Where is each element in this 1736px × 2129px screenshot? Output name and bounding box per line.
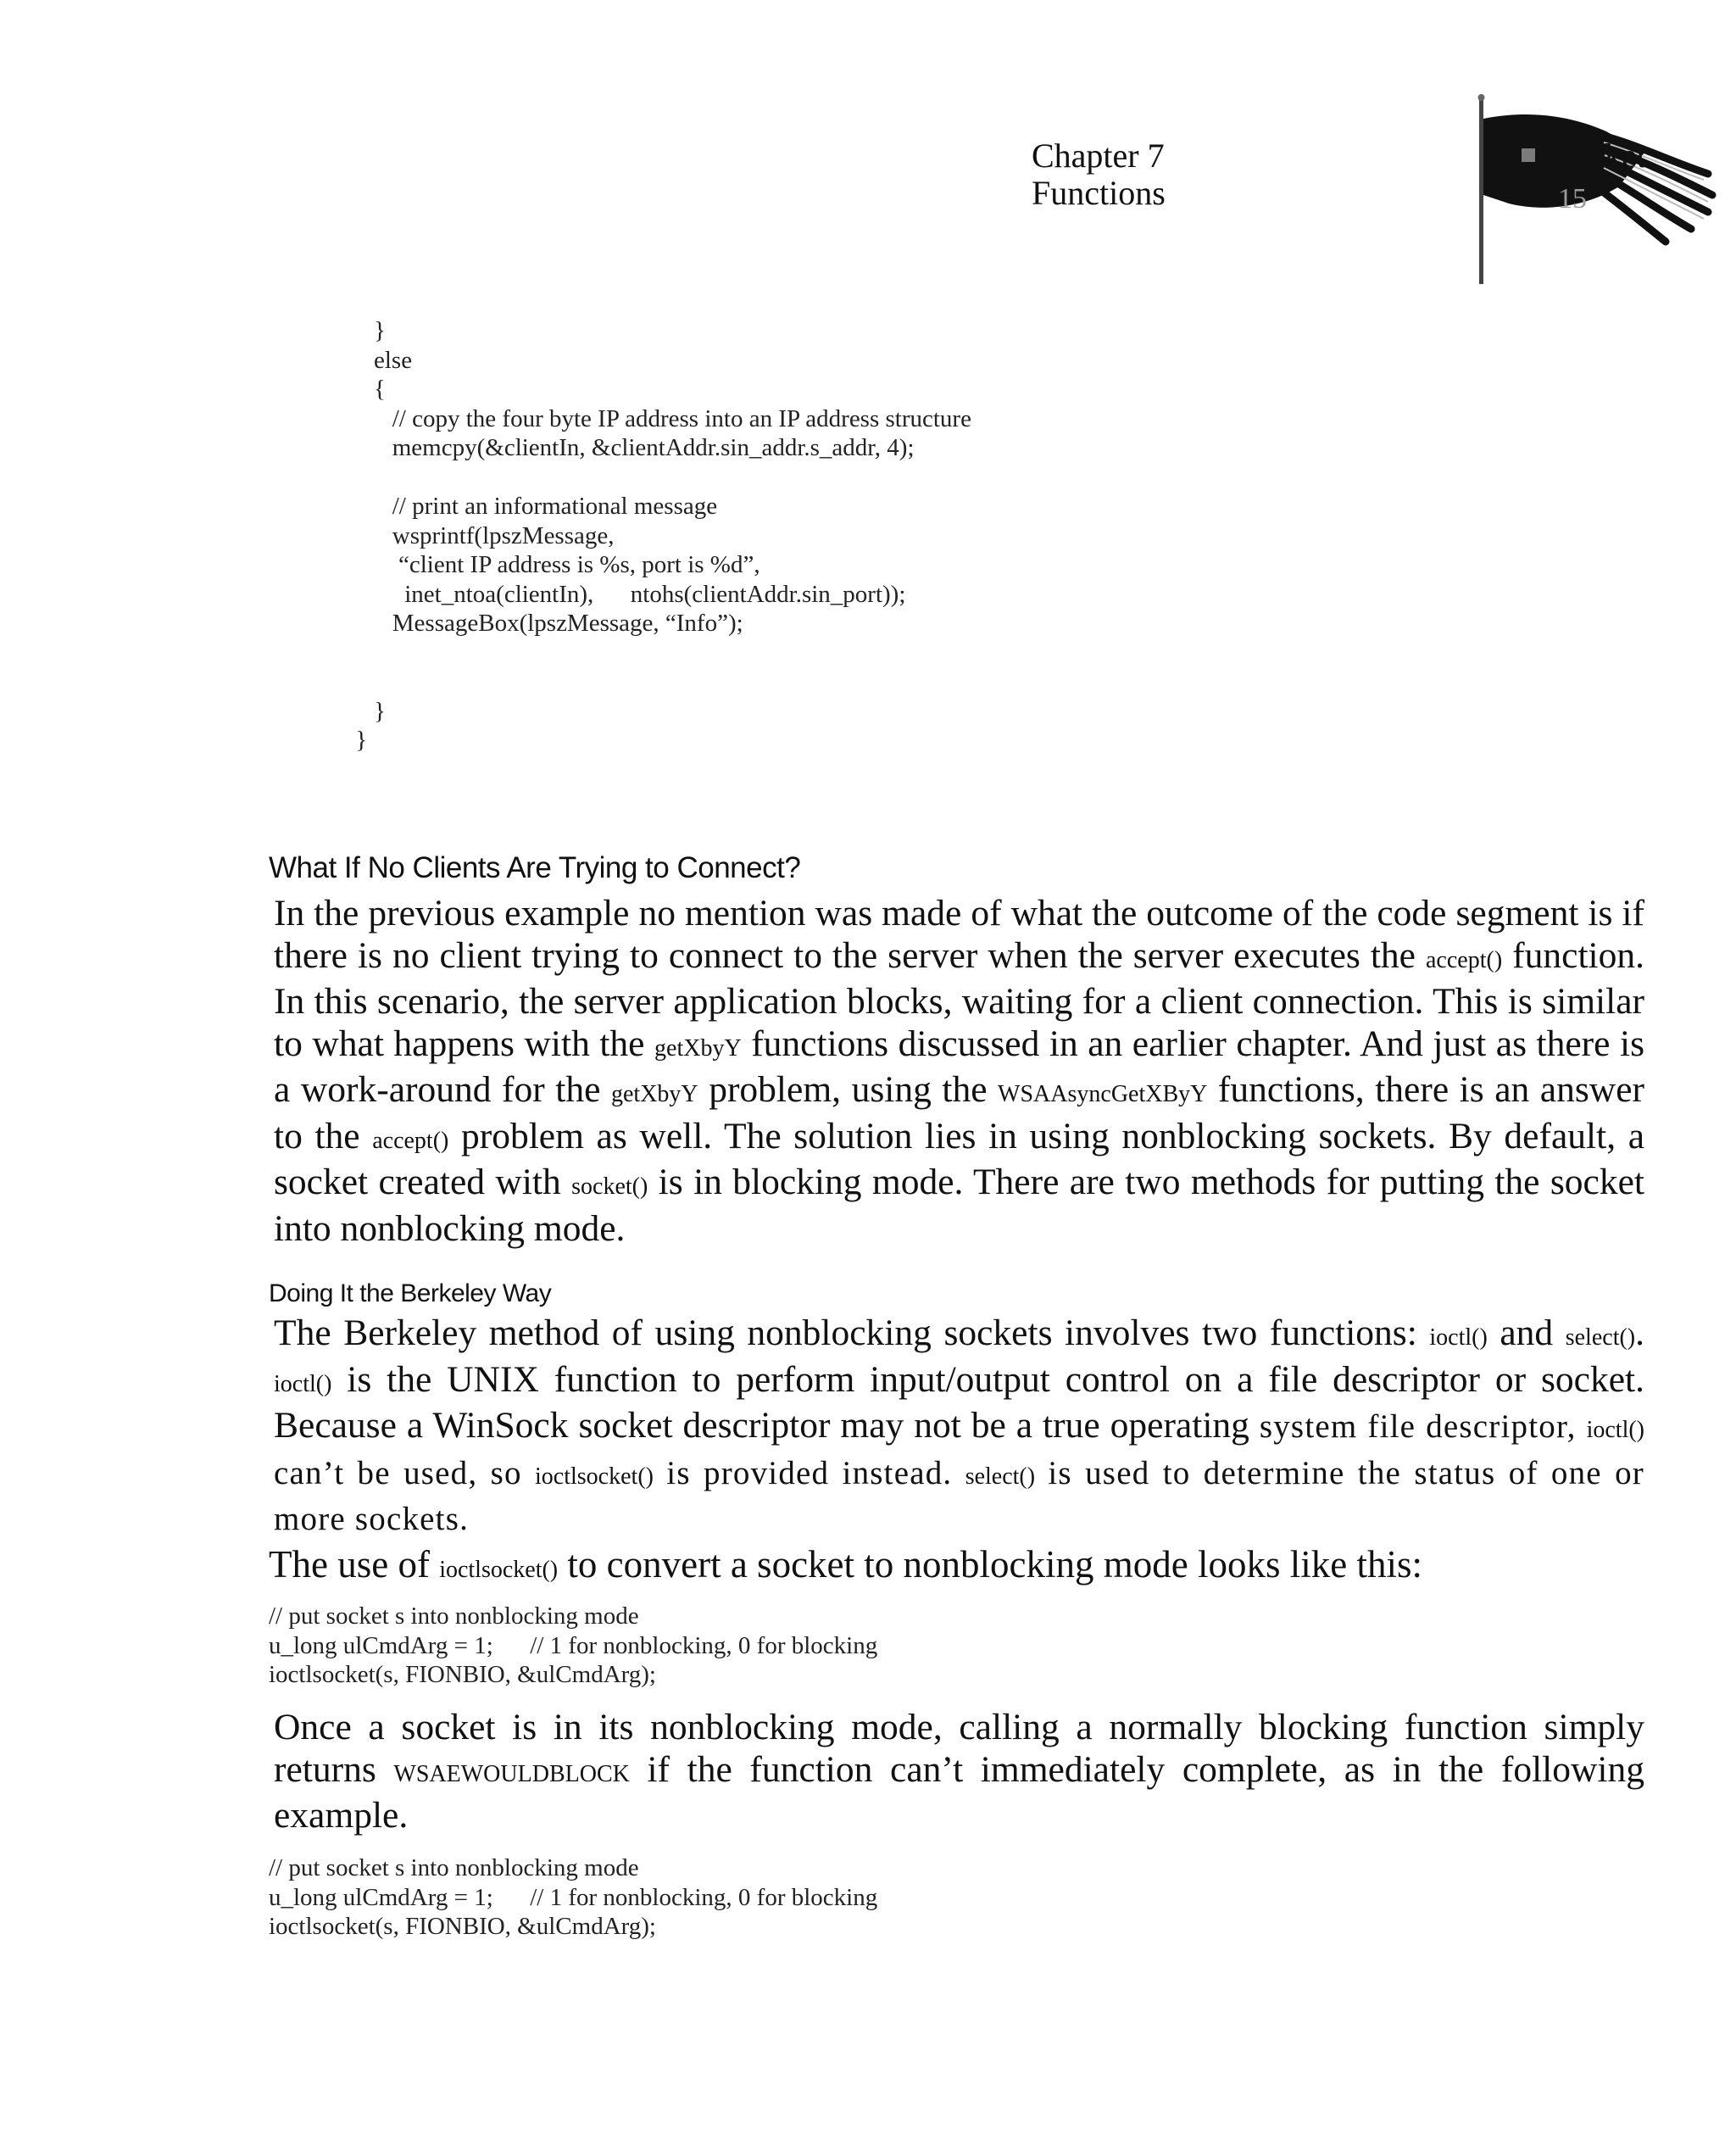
code-inline: ioctl() xyxy=(1586,1417,1644,1443)
code-inline: ioctl() xyxy=(1429,1324,1488,1351)
code-inline: WSAEWOULDBLOCK xyxy=(393,1760,630,1787)
paragraph-2: The Berkeley method of using nonblocking sockets involves two functions: ioctl() and select(). ioctl() is the UNIX function to perform input/output control on a file descriptor or socket. Because a WinSock socket descriptor may not be a true operating system file descriptor, ioctl() can’t be used, so ioctlsocket() is provided instead. select() is used to determine the status of one or more sockets. xyxy=(274,1313,1644,1537)
code-inline: accept() xyxy=(1426,946,1503,973)
code-inline: ioctl() xyxy=(274,1370,332,1397)
code-inline: WSAAsyncGetXByY xyxy=(998,1081,1208,1107)
code-block-3: // put socket s into nonblocking mode u_long ulCmdArg = 1; // 1 for nonblocking, 0 for blocking ioctlsocket(s, FIONBIO, &ulCmdArg); xyxy=(269,1854,878,1940)
paragraph-3: Once a socket is in its nonblocking mode, calling a normally blocking function simply returns WSAEWOULDBLOCK if the function can’t immediately complete, as in the following example. xyxy=(274,1707,1644,1836)
code-inline: accept() xyxy=(372,1127,449,1154)
code-block-1: } else { // copy the four byte IP address into an IP address structure memcpy(&clientIn, &clientAddr.sin_addr.s_addr, 4); // print an informational message wsprintf(lpszMessage, “client IP address is %s, port is %d”, inet_ntoa(clientIn), ntohs(clientAddr.sin_port)); MessageBox(lpszMessage, “Info”); } } xyxy=(355,317,971,754)
chapter-title: Chapter 7 xyxy=(1032,137,1165,175)
code-block-2: // put socket s into nonblocking mode u_long ulCmdArg = 1; // 1 for nonblocking, 0 for blocking ioctlsocket(s, FIONBIO, &ulCmdArg); xyxy=(269,1602,878,1688)
code-intro-sentence: The use of ioctlsocket() to convert a socket to nonblocking mode looks like this: xyxy=(269,1543,1422,1586)
code-inline: socket() xyxy=(571,1173,648,1200)
code-inline: ioctlsocket() xyxy=(535,1463,654,1490)
paragraph-1: In the previous example no mention was made of what the outcome of the code segment is if there is no client trying to connect to the server when the server executes the accept() function. In this scenario, the server application blocks, waiting for a client connection. This is similar to what happens with the getXbyY functions discussed in an earlier chapter. And just as there is a work-around for the getXbyY problem, using the WSAAsyncGetXByY functions, there is an answer to the accept() problem as well. The solution lies in using nonblocking sockets. By default, a socket created with socket() is in blocking mode. There are two methods for putting the socket into nonblocking mode. xyxy=(274,893,1644,1249)
section-title: Socket xyxy=(1554,137,1646,175)
page-number: 15 xyxy=(1558,183,1587,215)
code-inline: select() xyxy=(965,1463,1036,1490)
subsection-heading: Doing It the Berkeley Way xyxy=(269,1279,552,1307)
chapter-subtitle: Functions xyxy=(1032,174,1166,212)
section-header xyxy=(1522,137,1646,175)
code-inline: getXbyY xyxy=(611,1081,698,1107)
code-inline: ioctlsocket() xyxy=(439,1557,559,1583)
square-bullet-icon xyxy=(1522,148,1535,162)
windsock-flag-icon xyxy=(1458,93,1729,288)
code-inline: select() xyxy=(1565,1324,1636,1351)
section-heading: What If No Clients Are Trying to Connect? xyxy=(269,851,801,884)
code-inline: getXbyY xyxy=(654,1034,742,1062)
chapter-header xyxy=(1032,137,1166,212)
